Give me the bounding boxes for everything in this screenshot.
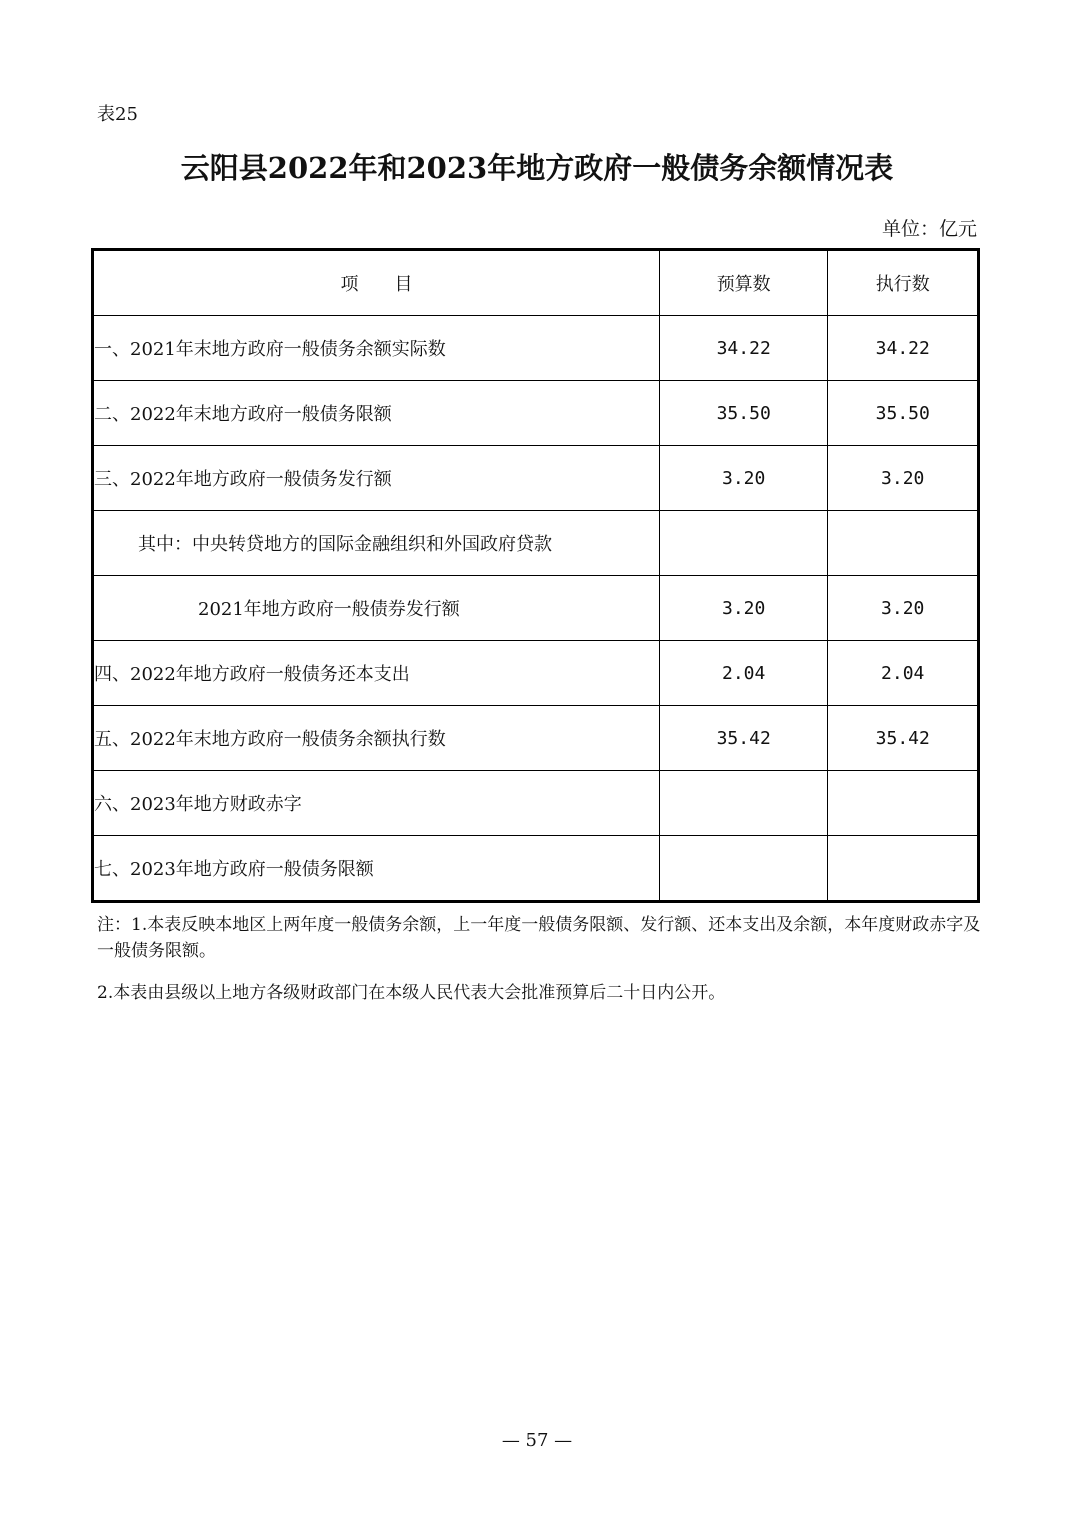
table-row xyxy=(93,576,979,641)
row-budget xyxy=(659,511,828,576)
row-budget: 2.04 xyxy=(659,641,828,706)
table-number: 表25 xyxy=(97,104,138,125)
table-row xyxy=(93,511,979,576)
row-item: 其中：中央转贷地方的国际金融组织和外国政府贷款 xyxy=(93,511,660,576)
row-budget: 34.22 xyxy=(659,316,828,381)
row-execution: 35.42 xyxy=(828,706,979,771)
table-row xyxy=(93,381,979,446)
table-row xyxy=(93,316,979,381)
table-row xyxy=(93,641,979,706)
row-item: 二、2022年末地方政府一般债务限额 xyxy=(93,381,660,446)
note-1: 注：1.本表反映本地区上两年度一般债务余额，上一年度一般债务限额、发行额、还本支出及余额，本年度财政赤字及一般债务限额。 xyxy=(97,915,981,961)
row-execution: 3.20 xyxy=(828,576,979,641)
row-execution: 3.20 xyxy=(828,446,979,511)
row-execution xyxy=(828,511,979,576)
page-number: — 57 — xyxy=(501,1430,573,1451)
row-budget xyxy=(659,771,828,836)
table-notes xyxy=(97,912,982,1006)
table-row xyxy=(93,836,979,902)
row-budget: 3.20 xyxy=(659,576,828,641)
header-execution: 执行数 xyxy=(828,250,979,316)
row-execution: 2.04 xyxy=(828,641,979,706)
table-row xyxy=(93,446,979,511)
row-item: 一、2021年末地方政府一般债务余额实际数 xyxy=(93,316,660,381)
debt-table xyxy=(91,248,980,903)
row-budget: 35.50 xyxy=(659,381,828,446)
unit-label: 单位：亿元 xyxy=(881,218,977,240)
row-item: 2021年地方政府一般债券发行额 xyxy=(93,576,660,641)
row-budget xyxy=(659,836,828,902)
row-item: 六、2023年地方财政赤字 xyxy=(93,771,660,836)
row-budget: 35.42 xyxy=(659,706,828,771)
row-execution xyxy=(828,771,979,836)
page-title: 云阳县2022年和2023年地方政府一般债务余额情况表 xyxy=(180,151,894,185)
row-item: 三、2022年地方政府一般债务发行额 xyxy=(93,446,660,511)
row-item: 七、2023年地方政府一般债务限额 xyxy=(93,836,660,902)
row-item: 四、2022年地方政府一般债务还本支出 xyxy=(93,641,660,706)
row-execution xyxy=(828,836,979,902)
row-item: 五、2022年末地方政府一般债务余额执行数 xyxy=(93,706,660,771)
table-row xyxy=(93,706,979,771)
row-execution: 34.22 xyxy=(828,316,979,381)
table-row xyxy=(93,771,979,836)
table-header-row xyxy=(93,250,979,316)
note-2: 2.本表由县级以上地方各级财政部门在本级人民代表大会批准预算后二十日内公开。 xyxy=(97,983,726,1003)
row-execution: 35.50 xyxy=(828,381,979,446)
header-item: 项 目 xyxy=(93,250,660,316)
row-budget: 3.20 xyxy=(659,446,828,511)
header-budget: 预算数 xyxy=(659,250,828,316)
